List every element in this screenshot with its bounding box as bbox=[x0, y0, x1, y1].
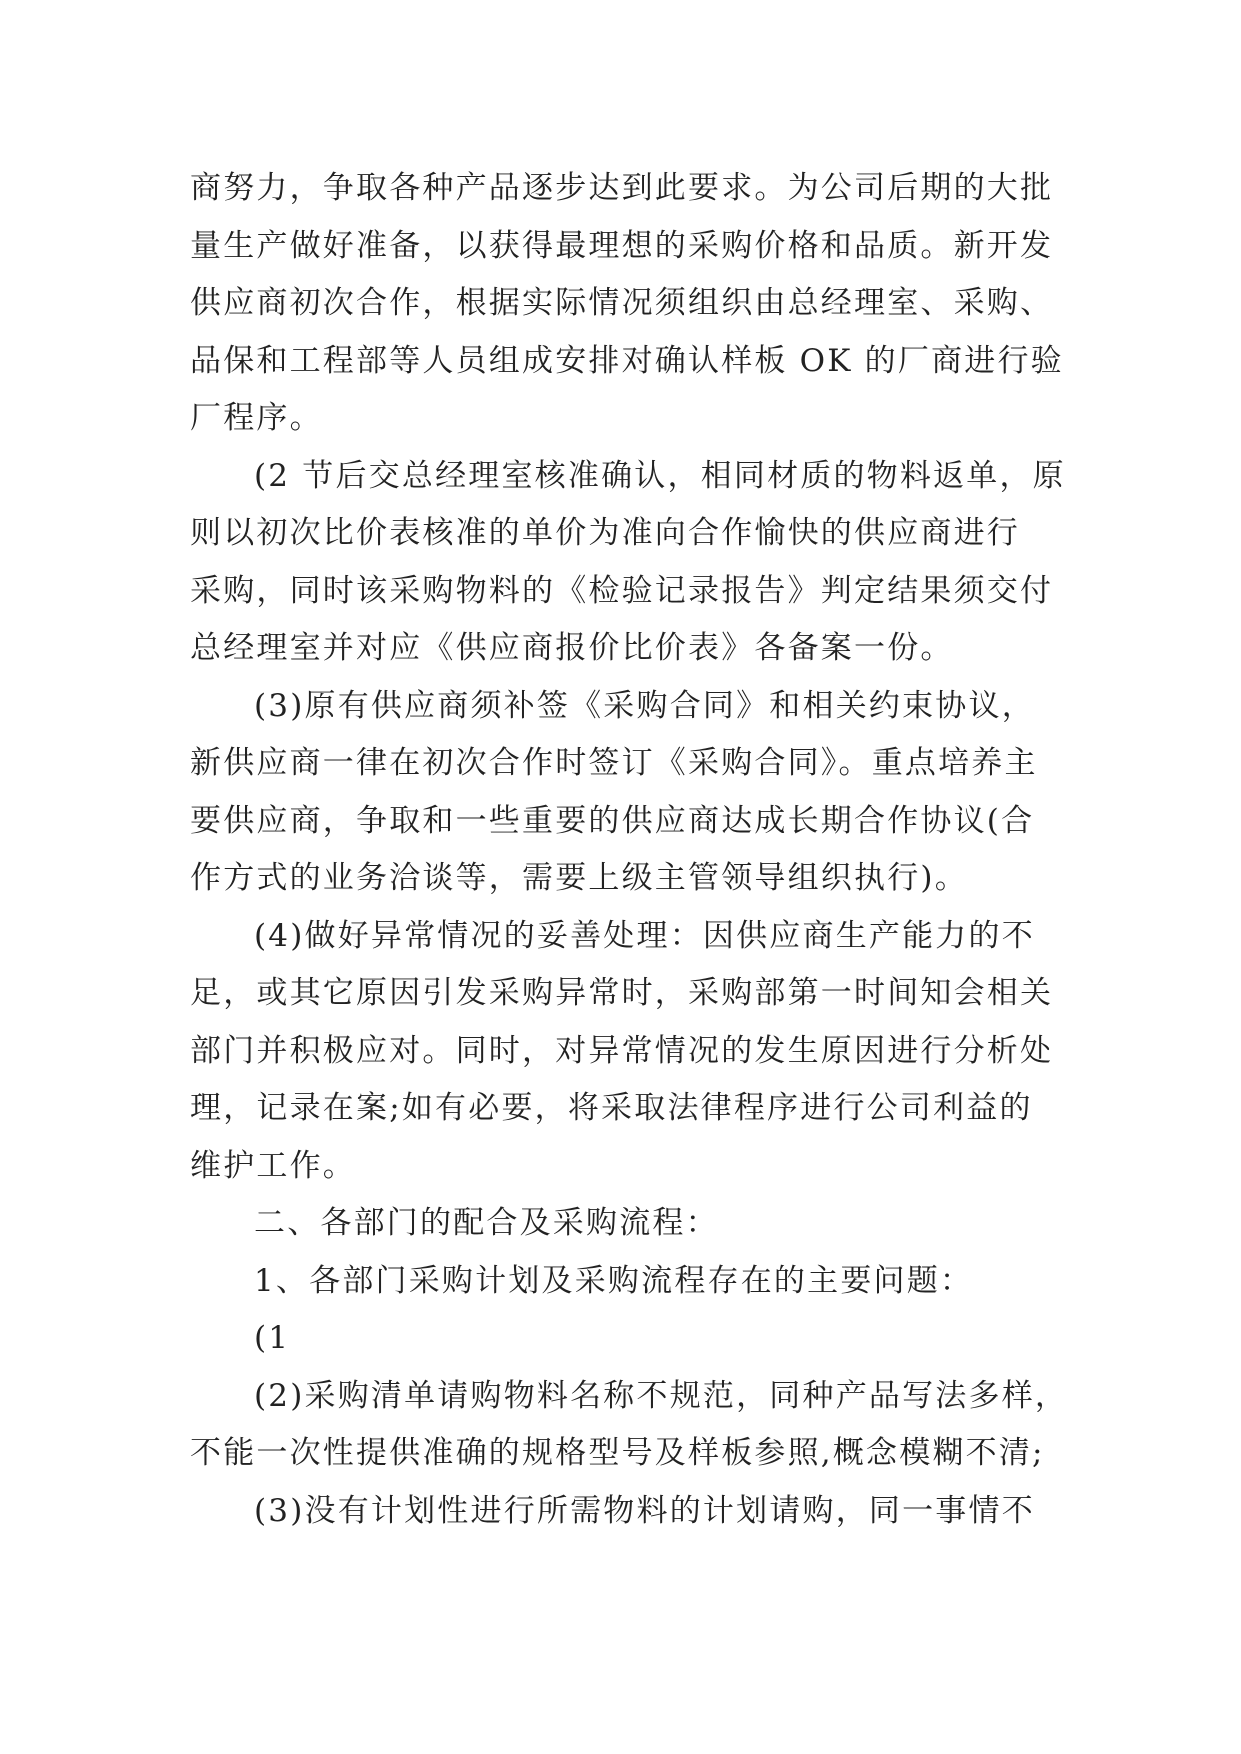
text-line: 品保和工程部等人员组成安排对确认样板 OK 的厂商进行验 bbox=[190, 342, 1064, 379]
text-line: 供应商初次合作，根据实际情况须组织由总经理室、采购、 bbox=[190, 285, 1054, 321]
text-line: (3)没有计划性进行所需物料的计划请购，同一事情不 bbox=[254, 1492, 1035, 1529]
document-body bbox=[190, 160, 1070, 1540]
text-line: (1 bbox=[254, 1320, 291, 1356]
text-line: 新供应商一律在初次合作时签订《采购合同》。重点培养主 bbox=[190, 745, 1038, 781]
text-line: (2 节后交总经理室核准确认，相同材质的物料返单，原 bbox=[254, 457, 1066, 494]
text-line: 1、各部门采购计划及采购流程存在的主要问题： bbox=[254, 1262, 974, 1299]
text-line: 总经理室并对应《供应商报价比价表》各备案一份。 bbox=[190, 630, 954, 666]
text-line: 理，记录在案;如有必要，将采取法律程序进行公司利益的 bbox=[190, 1090, 1033, 1126]
text-line: 量生产做好准备，以获得最理想的采购价格和品质。新开发 bbox=[190, 227, 1054, 264]
text-line: 维护工作。 bbox=[190, 1147, 356, 1184]
text-line: (3)原有供应商须补签《采购合同》和相关约束协议， bbox=[254, 687, 1035, 724]
text-line: 要供应商，争取和一些重要的供应商达成长期合作协议(合 bbox=[190, 802, 1035, 839]
section-heading: 二、各部门的配合及采购流程： bbox=[254, 1205, 719, 1241]
text-line: 厂程序。 bbox=[190, 400, 323, 436]
text-line: (2)采购清单请购物料名称不规范，同种产品写法多样， bbox=[254, 1377, 1069, 1414]
text-line: 部门并积极应对。同时，对异常情况的发生原因进行分析处 bbox=[190, 1032, 1054, 1069]
text-line: 则以初次比价表核准的单价为准向合作愉快的供应商进行 bbox=[190, 515, 1020, 551]
text-line: 不能一次性提供准确的规格型号及样板参照,概念模糊不清; bbox=[190, 1435, 1045, 1471]
text-line: (4)做好异常情况的妥善处理：因供应商生产能力的不 bbox=[254, 917, 1035, 954]
text-line: 作方式的业务洽谈等，需要上级主管领导组织执行)。 bbox=[190, 860, 968, 896]
text-line: 足，或其它原因引发采购异常时，采购部第一时间知会相关 bbox=[190, 975, 1054, 1011]
text-line: 采购，同时该采购物料的《检验记录报告》判定结果须交付 bbox=[190, 572, 1054, 609]
text-line: 商努力，争取各种产品逐步达到此要求。为公司后期的大批 bbox=[190, 170, 1054, 206]
